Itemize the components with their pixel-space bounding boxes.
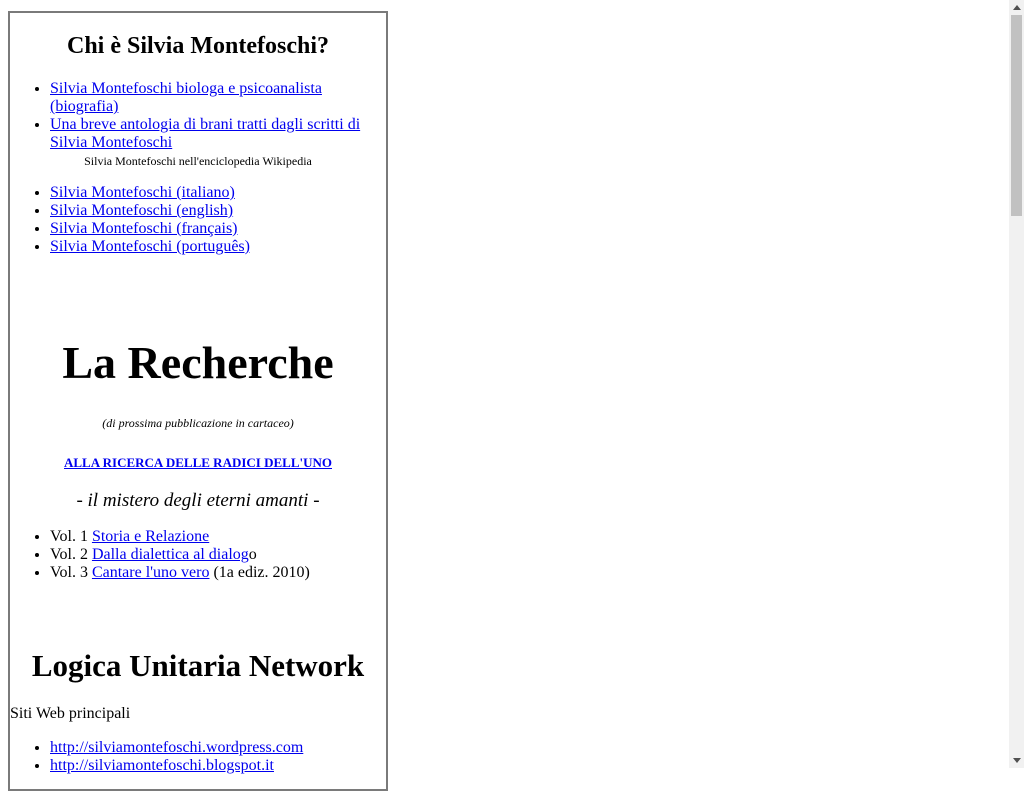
volume-prefix: Vol. 1	[50, 528, 92, 545]
wiki-link-francais[interactable]: Silvia Montefoschi (français)	[50, 220, 238, 237]
site-link-wordpress[interactable]: http://silviamontefoschi.wordpress.com	[50, 739, 304, 756]
arrow-down-icon	[1013, 758, 1021, 763]
list-item	[50, 202, 388, 220]
site-link-blogspot[interactable]: http://silviamontefoschi.blogspot.it	[50, 757, 274, 774]
sidebar-panel	[8, 11, 388, 791]
list-item	[50, 757, 388, 775]
list-item	[50, 739, 388, 757]
recherche-title: La Recherche	[62, 337, 334, 388]
who-title: Chi è Silvia Montefoschi?	[67, 33, 329, 59]
scrollbar-thumb[interactable]	[1011, 15, 1022, 216]
list-item	[50, 564, 388, 582]
volume-link-1[interactable]: Storia e Relazione	[91, 528, 210, 545]
bio-link[interactable]: Silvia Montefoschi biologa e psicoanalista (biografia)	[50, 80, 322, 115]
volume-suffix: o	[248, 546, 257, 563]
sites-label: Siti Web principali	[10, 705, 131, 722]
network-title: Logica Unitaria Network	[31, 648, 365, 683]
vertical-scrollbar[interactable]	[1009, 0, 1024, 768]
list-item	[50, 220, 388, 238]
volume-prefix: Vol. 2	[50, 546, 92, 563]
wiki-link-portugues[interactable]: Silvia Montefoschi (português)	[50, 238, 250, 255]
sites-list	[10, 739, 388, 775]
wiki-label: Silvia Montefoschi nell'enciclopedia Wikipedia	[84, 154, 312, 168]
list-item	[50, 546, 388, 564]
wiki-link-english[interactable]: Silvia Montefoschi (english)	[50, 202, 234, 219]
list-item	[50, 528, 388, 546]
recherche-note: (di prossima pubblicazione in cartaceo)	[102, 416, 294, 430]
recherche-link-wrap	[10, 455, 386, 471]
recherche-link[interactable]: ALLA RICERCA DELLE RADICI DELL'UNO	[64, 455, 332, 470]
scroll-down-button[interactable]	[1009, 753, 1024, 768]
volume-prefix: Vol. 3	[50, 564, 92, 581]
recherche-subtitle: - il mistero degli eterni amanti -	[76, 490, 320, 511]
scroll-up-button[interactable]	[1009, 0, 1024, 15]
volume-suffix: (1a ediz. 2010)	[209, 564, 310, 581]
list-item	[50, 80, 388, 116]
wiki-links-list	[10, 184, 388, 256]
list-item	[50, 238, 388, 256]
volume-link-3[interactable]: Cantare l'uno vero	[91, 564, 210, 581]
bio-links-list	[10, 80, 388, 152]
volume-link-2[interactable]: Dalla dialettica al dialog	[91, 546, 249, 563]
wiki-link-italiano[interactable]: Silvia Montefoschi (italiano)	[50, 184, 235, 201]
volumes-list	[10, 528, 388, 582]
anthology-link[interactable]: Una breve antologia di brani tratti dagli scritti di Silvia Montefoschi	[50, 116, 361, 151]
arrow-up-icon	[1013, 5, 1021, 10]
list-item	[50, 116, 388, 152]
list-item	[50, 184, 388, 202]
